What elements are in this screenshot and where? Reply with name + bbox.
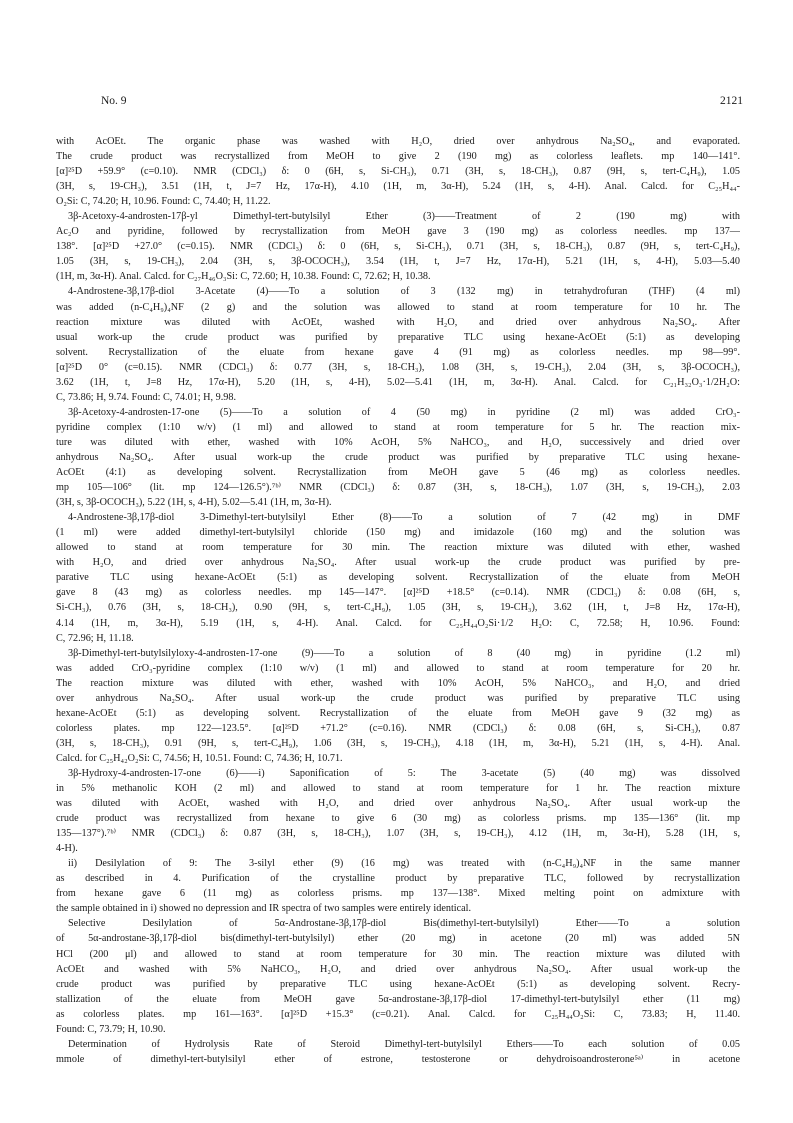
text-line: was added CrO₃-pyridine complex (1:10 w/v) (1 ml) and allowed to stand at room temperature for 20 hr. xyxy=(56,662,740,674)
text-line: The reaction mixture was diluted with ether, washed with 10% AcOH, 5% NaHCO₃, and H₂O, and dried xyxy=(56,677,740,689)
issue-number: No. 9 xyxy=(101,95,127,107)
text-line: stallization of the eluate from MeOH gave 5α-androstane-3β,17β-diol 17-dimethyl-tert-butylsilyl ether (11 mg) xyxy=(56,993,740,1005)
text-line: The crude product was recrystallized from MeOH to give 2 (190 mg) as colorless leaflets. mp 140—141°. xyxy=(56,151,740,163)
text-line: O₂Si: C, 74.20; H, 10.96. Found: C, 74.40; H, 11.22. xyxy=(56,196,271,208)
text-line: 1.05 (3H, s, 19-CH₃), 2.04 (3H, s, 3β-OCOCH₃), 3.54 (1H, t, J=7 Hz, 17α-H), 5.21 (1H, s, 4-H), 5.03—5.40 xyxy=(56,256,740,268)
text-line: hexane-AcOEt (5:1) as developing solvent. Recrystallization of the eluate from MeOH gave 9 (32 mg) as xyxy=(56,707,740,719)
text-line: pyridine complex (1:10 w/v) (1 ml) and allowed to stand at room temperature for 5 hr. The reaction mix- xyxy=(56,421,740,433)
text-line: crude product was recrystallized from hexane to give 6 (30 mg) as colorless prisms. mp 135—136° (lit. mp xyxy=(56,813,740,825)
text-line: reaction mixture was diluted with AcOEt, washed with H₂O, and dried over anhydrous Na₂SO₄. After xyxy=(56,316,740,328)
text-line: mp 105—106° (lit. mp 124—126.5°).⁷ᵇ⁾ NMR (CDCl₃) δ: 0.87 (3H, s, 18-CH₃), 1.07 (3H, s, 19-CH₃), 2.03 xyxy=(56,482,740,494)
text-line: was diluted with AcOEt, washed with H₂O, and dried over anhydrous Na₂SO₄. After usual work-up the xyxy=(56,798,740,810)
text-line: Ac₂O and pyridine, followed by recrystallization from MeOH gave 3 (190 mg) as colorless needles. mp 137— xyxy=(56,226,740,238)
text-line: with AcOEt. The organic phase was washed with H₂O, dried over anhydrous Na₂SO₄, and evaporated. xyxy=(56,136,740,147)
text-line: AcOEt and washed with 5% NaHCO₃, H₂O, and dried over anhydrous Na₂SO₄. After usual work-up the xyxy=(56,963,740,975)
text-line: 3.62 (1H, t, J=8 Hz, 17α-H), 5.20 (1H, s, 4-H), 5.02—5.41 (1H, m, 3α-H). Anal. Calcd. for C₂₁H₃₂O₃·1/2H₂O: xyxy=(56,376,740,388)
text-line: as described in 4. Purification of the crystalline product by preparative TLC, followed by recrystallization xyxy=(56,873,740,885)
text-line: Selective Desilylation of 5α-Androstane-3β,17β-diol Bis(dimethyl-tert-butylsilyl) Ether——To a solution xyxy=(68,918,740,930)
experimental-section-text xyxy=(56,134,740,1067)
text-line: ture was diluted with ether, washed with 10% AcOH, 5% NaHCO₃, and H₂O, successively and dried over xyxy=(56,436,740,448)
text-line: 4-Androstene-3β,17β-diol 3-Acetate (4)——To a solution of 3 (132 mg) in tetrahydrofuran (THF) (4 ml) xyxy=(68,286,740,298)
text-line: 3β-Dimethyl-tert-butylsilyloxy-4-androsten-17-one (9)——To a solution of 8 (40 mg) in pyridine (1.2 ml) xyxy=(68,647,740,659)
text-line: HCl (200 μl) and allowed to stand at room temperature for 30 min. The reaction mixture was diluted with xyxy=(56,948,740,960)
text-line: (3H, s, 18-CH₃), 0.91 (9H, s, tert-C₄H₉), 1.06 (3H, s, 19-CH₃), 4.18 (1H, m, 3α-H), 5.21 (1H, s, 4-H). Anal. xyxy=(56,737,740,749)
text-line: parative TLC using hexane-AcOEt (5:1) as developing solvent. Recrystallization of the eluate from MeOH xyxy=(56,572,740,584)
text-line: (1H, m, 3α-H). Anal. Calcd. for C₂₇H₄₆O₃Si: C, 72.60; H, 10.38. Found: C, 72.62; H, 10.38. xyxy=(56,271,431,283)
text-line: (3H, s, 3β-OCOCH₃), 5.22 (1H, s, 4-H), 5.02—5.41 (1H, m, 3α-H). xyxy=(56,497,332,509)
text-line: (1 ml) were added dimethyl-tert-butylsilyl chloride (150 mg) and imidazole (160 mg) and the solution was xyxy=(56,527,740,539)
text-line: AcOEt (4:1) as developing solvent. Recrystallization from MeOH gave 5 (46 mg) as colorless needles. xyxy=(56,467,740,479)
text-line: 138°. [α]²⁵D +27.0° (c=0.15). NMR (CDCl₃) δ: 0 (6H, s, Si-CH₃), 0.71 (3H, s, 18-CH₃), 0.87 (9H, s, tert-C₄H₉), xyxy=(56,241,740,253)
text-line: mmole of dimethyl-tert-butylsilyl ether of estrone, testosterone or dehydroisoandrosterone⁵ᵃ⁾ in acetone xyxy=(56,1053,740,1065)
text-line: of 5α-androstane-3β,17β-diol bis(dimethyl-tert-butylsilyl) ether (20 mg) in acetone (20 ml) was added 5N xyxy=(56,933,740,945)
text-line: 4-Androstene-3β,17β-diol 3-Dimethyl-tert-butylsilyl Ether (8)——To a solution of 7 (42 mg) in DMF xyxy=(68,512,740,524)
text-line: ii) Desilylation of 9: The 3-silyl ether (9) (16 mg) was treated with (n-C₄H₉)₄NF in the same manner xyxy=(68,858,740,870)
text-line: Found: C, 73.79; H, 10.90. xyxy=(56,1023,166,1035)
text-line: Si-CH₃), 0.76 (3H, s, 18-CH₃), 0.90 (9H, s, tert-C₄H₉), 1.05 (3H, s, 19-CH₃), 3.62 (1H, t, J=8 Hz, 17α-H), xyxy=(56,602,740,614)
text-line: the sample obtained in i) showed no depression and IR spectra of two samples were entirely identical. xyxy=(56,903,472,915)
text-line: usual work-up the crude product was purified by preparative TLC using hexane-AcOEt (5:1) as developing xyxy=(56,331,740,343)
text-line: Determination of Hydrolysis Rate of Steroid Dimethyl-tert-butylsilyl Ethers——To each solution of 0.05 xyxy=(68,1038,740,1050)
text-line: anhydrous Na₂SO₄. After usual work-up the crude product was purified by preparative TLC using hexane- xyxy=(56,451,740,463)
text-line: was added (n-C₄H₉)₄NF (2 g) and the solution was allowed to stand at room temperature for 10 hr. The xyxy=(56,301,740,313)
text-line: 3β-Acetoxy-4-androsten-17β-yl Dimethyl-tert-butylsilyl Ether (3)——Treatment of 2 (190 mg) with xyxy=(68,211,740,223)
page-number: 2121 xyxy=(720,95,743,107)
text-line: with H₂O, and dried over anhydrous Na₂SO₄. After usual work-up the crude product was purified by pre- xyxy=(56,557,740,569)
text-line: crude product was purified by preparative TLC using hexane-AcOEt (5:1) as developing solvent. Recry- xyxy=(56,978,740,990)
text-line: from hexane gave 6 (11 mg) as colorless prisms. mp 137—138°. Mixed melting point on admixture with xyxy=(56,888,740,900)
text-line: colorless plates. mp 122—123.5°. [α]²⁵D +71.2° (c=0.16). NMR (CDCl₃) δ: 0.08 (6H, s, Si-CH₃), 0.87 xyxy=(56,722,740,734)
text-line: [α]²⁵D +59.9° (c=0.10). NMR (CDCl₃) δ: 0 (6H, s, Si-CH₃), 0.71 (3H, s, 18-CH₃), 0.87 (9H, s, tert-C₄H₉), 1.05 xyxy=(56,166,740,178)
text-line: 4.14 (1H, m, 3α-H), 5.19 (1H, s, 4-H). Anal. Calcd. for C₂₅H₄₄O₂Si·1/2 H₂O: C, 72.58; H, 10.96. Found: xyxy=(56,617,740,629)
text-line: Calcd. for C₂₅H₄₂O₂Si: C, 74.56; H, 10.51. Found: C, 74.36; H, 10.71. xyxy=(56,752,343,764)
text-line: C, 72.96; H, 11.18. xyxy=(56,632,134,644)
text-line: 135—137°).⁷ᵇ⁾ NMR (CDCl₃) δ: 0.87 (3H, s, 18-CH₃), 1.07 (3H, s, 19-CH₃), 4.12 (1H, m, 3α-H), 5.28 (1H, s, xyxy=(56,828,740,840)
text-line: solvent. Recrystallization of the eluate from hexane gave 4 (91 mg) as colorless needles. mp 98—99°. xyxy=(56,346,740,358)
text-line: as colorless plates. mp 161—163°. [α]²⁵D +15.3° (c=0.21). Anal. Calcd. for C₂₅H₄₄O₂Si: C, 73.83; H, 11.40. xyxy=(56,1008,740,1020)
text-line: (3H, s, 19-CH₃), 3.51 (1H, t, J=7 Hz, 17α-H), 4.10 (1H, m, 3α-H), 5.24 (1H, s, 4-H). Anal. Calcd. for C₂₅H₄₄- xyxy=(56,181,740,193)
text-line: allowed to stand at room temperature for 30 min. The reaction mixture was diluted with ether, washed xyxy=(56,542,740,554)
text-line: C, 73.86; H, 9.74. Found: C, 74.01; H, 9.98. xyxy=(56,391,236,403)
text-line: 3β-Hydroxy-4-androsten-17-one (6)——i) Saponification of 5: The 3-acetate (5) (40 mg) was dissolved xyxy=(68,767,740,779)
running-header xyxy=(101,95,743,111)
text-line: [α]²⁵D 0° (c=0.15). NMR (CDCl₃) δ: 0.77 (3H, s, 18-CH₃), 1.08 (3H, s, 19-CH₃), 2.04 (3H, s, 3β-OCOCH₃), xyxy=(56,361,740,373)
text-line: 3β-Acetoxy-4-androsten-17-one (5)——To a solution of 4 (50 mg) in pyridine (2 ml) was added CrO₃- xyxy=(68,406,740,418)
text-line: in 5% methanolic KOH (2 ml) and allowed to stand at room temperature for 1 hr. The reaction mixture xyxy=(56,783,740,795)
text-line: over anhydrous Na₂SO₄. After usual work-up the crude product was purified by preparative TLC using xyxy=(56,692,740,704)
text-line: 4-H). xyxy=(56,843,78,855)
text-line: gave 8 (43 mg) as colorless needles. mp 145—147°. [α]²⁵D +18.5° (c=0.14). NMR (CDCl₃) δ: 0.08 (6H, s, xyxy=(56,587,740,599)
